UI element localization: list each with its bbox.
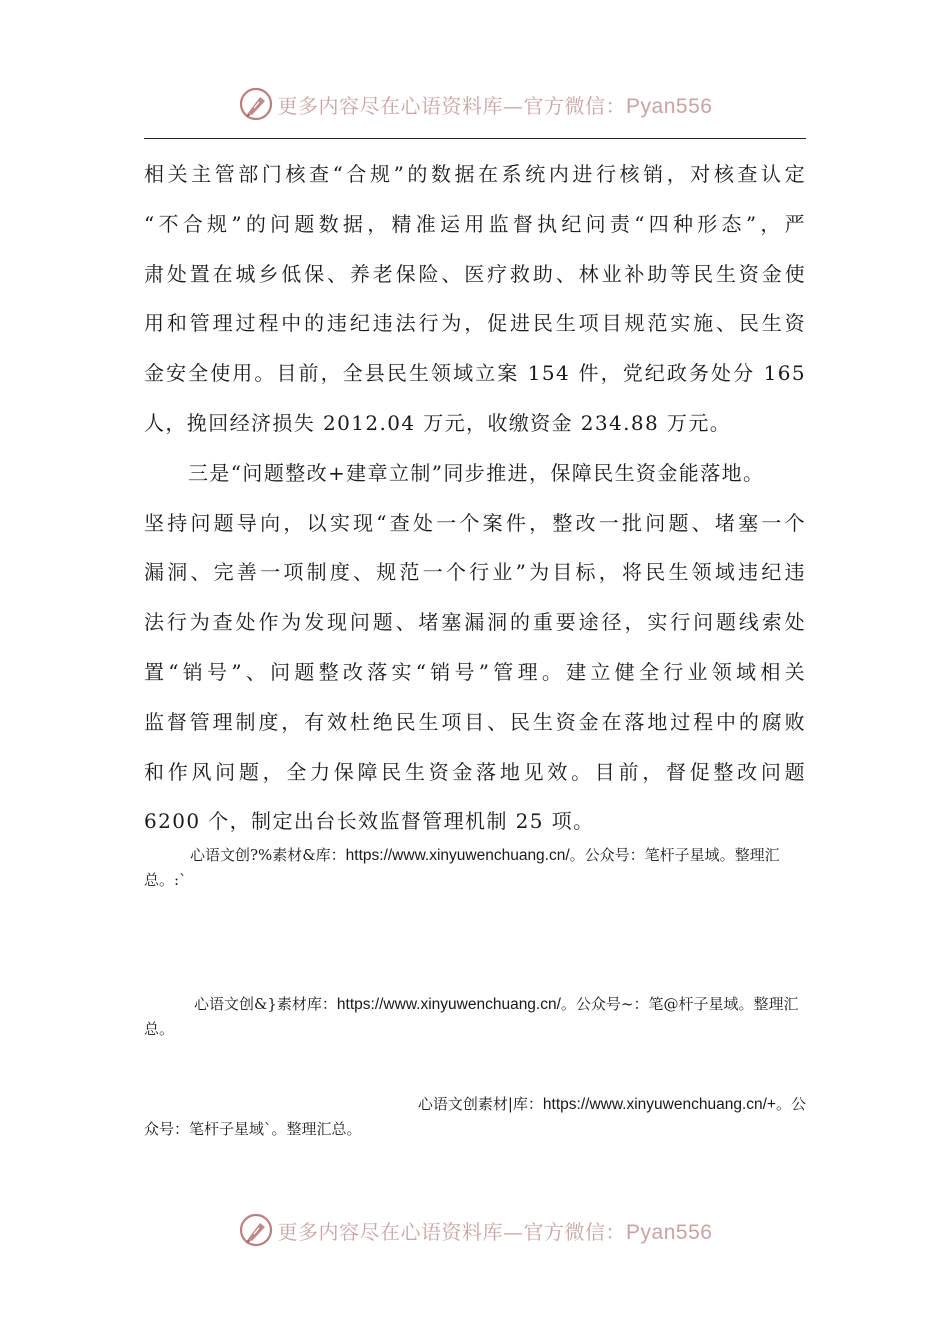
page-footer [0, 1210, 950, 1250]
pen-nib-logo-icon [238, 1212, 274, 1248]
header-wechat-handle: Pyan556 [626, 94, 713, 118]
body-line: 坚持问题导向，以实现“查处一个案件，整改一批问题、堵塞一个 [144, 510, 806, 535]
body-line: 和作风问题，全力保障民生资金落地见效。目前，督促整改问题 [144, 759, 806, 784]
body-line: 金安全使用。目前，全县民生领域立案 154 件，党纪政务处分 165 [144, 361, 806, 386]
note-text: 。公众号：笔杆子星域。整理汇总。:` [144, 846, 780, 889]
body-line: 用和管理过程中的违纪违法行为，促进民生项目规范实施、民生资 [144, 311, 806, 336]
body-line: 法行为查处作为发现问题、堵塞漏洞的重要途径，实行问题线索处 [144, 610, 806, 635]
body-line: 肃处置在城乡低保、养老保险、医疗救助、林业补助等民生资金使 [144, 261, 806, 286]
body-line: “不合规”的问题数据，精准运用监督执纪问责“四种形态”，严 [144, 211, 806, 236]
note-text: 。公众号~：笔@杆子星域。整理汇总。 [144, 995, 799, 1038]
body-line: 监督管理制度，有效杜绝民生项目、民生资金在落地过程中的腐败 [144, 709, 806, 734]
body-line: 人，挽回经济损失 2012.04 万元，收缴资金 234.88 万元。 [144, 410, 732, 435]
note-url[interactable]: https://www.xinyuwenchuang.cn/ [336, 996, 561, 1013]
watermark-note-1 [144, 843, 806, 893]
note-text: 。公 [775, 1095, 806, 1113]
note-line: 众号：笔杆子星域`。整理汇总。 [144, 1120, 362, 1138]
note-url[interactable]: https://www.xinyuwenchuang.cn/ [345, 847, 570, 864]
body-line: 置“销号”、问题整改落实“销号”管理。建立健全行业领域相关 [144, 659, 806, 684]
body-line: 三是“问题整改+建章立制”同步推进，保障民生资金能落地。 [188, 460, 765, 485]
footer-wechat-handle: Pyan556 [626, 1220, 713, 1244]
note-text: 心语文创素材|库： [417, 1095, 543, 1113]
page-header [0, 84, 950, 124]
body-line: 6200 个，制定出台长效监督管理机制 25 项。 [144, 809, 595, 834]
watermark-note-3 [144, 1092, 806, 1142]
footer-brand-text: 更多内容尽在心语资料库—官方微信： [277, 1219, 627, 1244]
note-text: 心语文创?%素材&库： [190, 846, 346, 864]
header-brand-text: 更多内容尽在心语资料库—官方微信： [277, 93, 627, 118]
watermark-note-2 [144, 992, 806, 1042]
document-body [144, 150, 806, 847]
note-url[interactable]: https://www.xinyuwenchuang.cn/+ [542, 1096, 776, 1113]
note-line [144, 1092, 806, 1117]
header-divider [144, 138, 806, 139]
footer-brand [278, 1216, 713, 1245]
note-text: 心语文创&}素材库： [194, 995, 337, 1013]
body-line: 相关主管部门核查“合规”的数据在系统内进行核销，对核查认定 [144, 162, 806, 186]
header-brand [278, 90, 713, 119]
body-line: 漏洞、完善一项制度、规范一个行业”为目标，将民生领域违纪违 [144, 560, 806, 585]
pen-nib-logo-icon [238, 86, 274, 122]
